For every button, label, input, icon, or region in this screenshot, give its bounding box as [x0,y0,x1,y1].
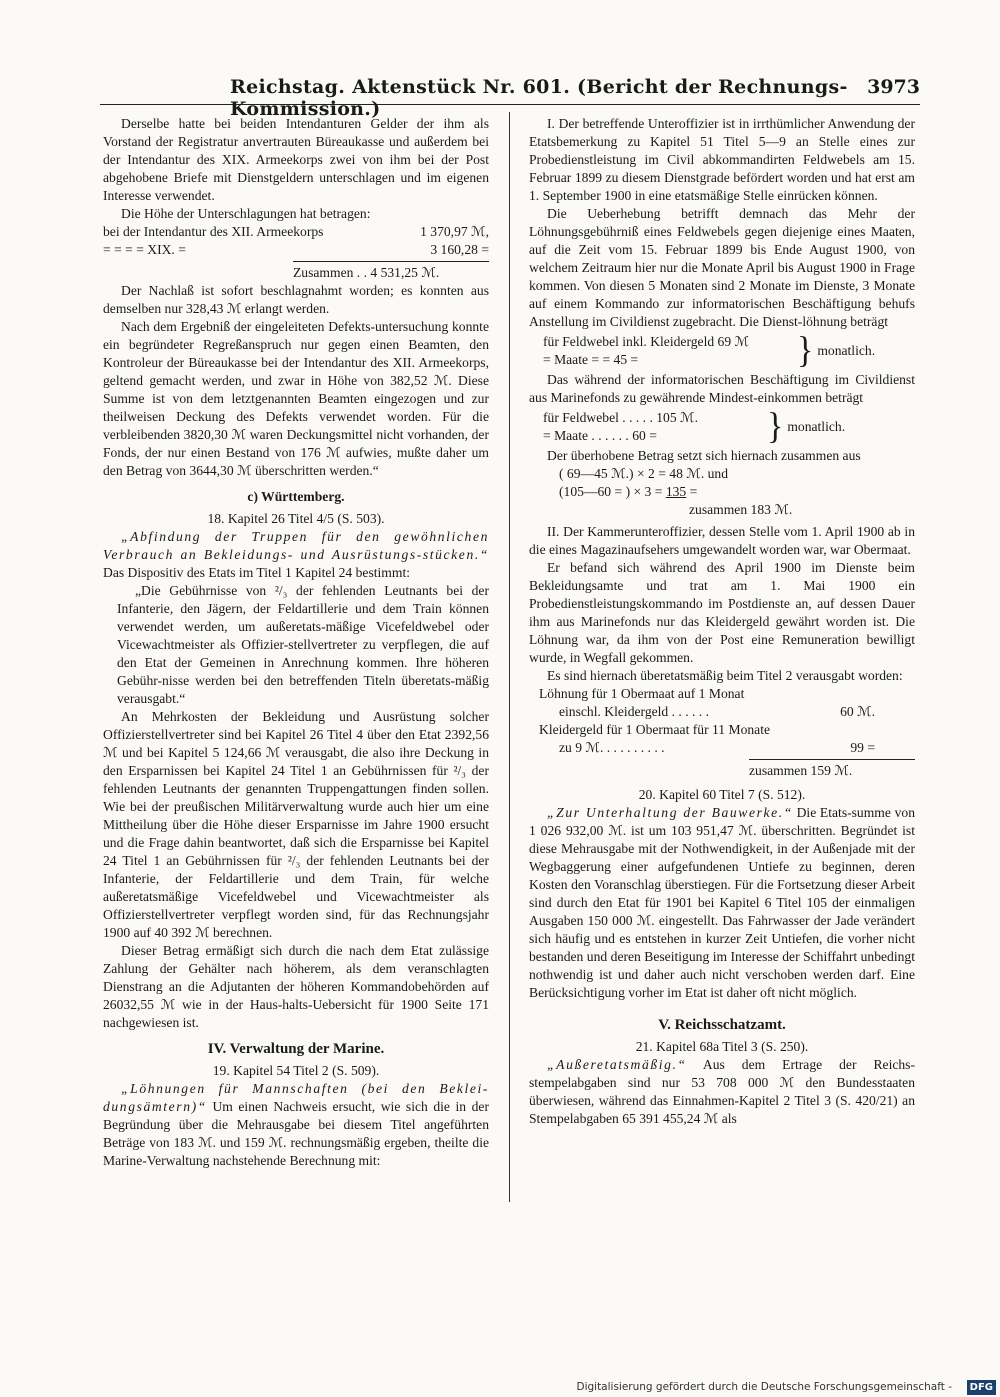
running-title: Reichstag. Aktenstück Nr. 601. (Bericht der Rechnungs-Kommission.) [230,76,848,120]
section-heading-marine: IV. Verwaltung der Marine. [207,1041,385,1057]
paragraph: Das während der informatorischen Beschäftigung im Civildienst aus Marinefonds zu gewährende Mindest-einkommen beträgt [529,372,915,405]
item-heading-18: 18. Kapitel 26 Titel 4/5 (S. 503). [207,511,385,526]
paragraph: „Zur Unterhaltung der Bauwerke.“ Die Etats-summe von 1 026 932,00 ℳ. ist um 103 951,47 ℳ. überschritten. Begründet ist diese Mehrausgabe mit der Nothwendigkeit, in der Außenjade mit der Wegbaggerung einer aufgefundenen Untiefe zu beginnen, deren Kosten den Voranschlag überstiegen. Für die Fortsetzung dieser Arbeit sind durch den Etat für 1901 bei Kapitel 6 Titel 105 der einmaligen Ausgaben 150 000 ℳ. eingestellt. Das Fahrwasser der Jade verändert sich häufig und es entstehen in kurzer Zeit Untiefen, die vorher nicht bestanden und deren Beseitigung im Interesse der Schiffahrt unbedingt nothwendig ist und daher auch nicht verschoben werden darf. Eine Berücksichtigung vorher im Etat ist daher oft nicht möglich. [529,805,915,1000]
wage-row: zu 9 ℳ. . . . . . . . . . 99 = [559,740,875,755]
right-column [529,115,915,1128]
footer-text: Digitalisierung gefördert durch die Deutsche Forschungsgemeinschaft - [576,1381,952,1393]
paragraph: Derselbe hatte bei beiden Intendanturen Gelder der ihm als Vorstand der Registratur anvertrauten Büreaukasse und außerdem bei der Intendantur des XIX. Armeekorps zwei von ihm bei der Post abgehobene Briefe mit Dienstgeldern unterschlagen und im eigenen Interesse verwendet. [103,116,489,203]
pay-table-1: für Feldwebel inkl. Kleidergeld 69 ℳ = Maate = = 45 = } monatlich. [543,330,876,371]
wage-row: Kleidergeld für 1 Obermaat für 11 Monate [539,722,771,737]
left-column [103,115,489,1170]
wage-row: Löhnung für 1 Obermaat auf 1 Monat [539,686,745,701]
quoted-paragraph: „Die Gebührnisse von ²/₃ der fehlenden Leutnants bei der Infanterie, den Jägern, der Feldartillerie und dem Train können verwendet werden, um außeretats-mäßige Vicefeldwebel oder Vicewachtmeister als Offizier-stellvertreter zu verpflegen, die auf den Etat der Gemeinen in Anrechnung kommen. Ihre höheren Gebühr-nisse werden bei den betreffenden Titeln überetats-mäßig verausgabt.“ [117,583,489,706]
paragraph: Die Höhe der Unterschlagungen hat betragen: [121,206,371,221]
pay-table-2: für Feldwebel . . . . . 105 ℳ. = Maate . . . . . . 60 = } monatlich. [543,406,846,447]
item-heading-19: 19. Kapitel 54 Titel 2 (S. 509). [212,1063,380,1078]
paragraph: Der Nachlaß ist sofort beschlagnahmt worden; es konnten aus demselben nur 328,43 ℳ erlangt werden. [103,283,489,316]
paragraph: I. Der betreffende Unteroffizier ist in irrthümlicher Anwendung der Etatsbemerkung zu Kapitel 51 Titel 5—9 an Stelle eines zur Probedienstleistung im Civil abkommandirten Feldwebels am 15. Februar 1899 zu diesem Dienstgrade befördert worden und hat erst am 1. September 1900 in eine etatsmäßige Stelle einrücken können. [529,116,915,203]
item-heading-21: 21. Kapitel 68a Titel 3 (S. 250). [635,1039,809,1054]
paragraph: Nach dem Ergebniß der eingeleiteten Defekts-untersuchung konnte ein begründeter Regreßanspruch nur gegen einen Beamten, den Kontroleur der Büreaukasse bei der Intendantur des XII. Armeekorps, geltend gemacht werden, und zwar in Höhe von 382,52 ℳ. Diese Summe ist von dem letztgenannten Beamten eingezogen und zur theilweisen Deckung des Defekts verwendet worden. Für die verbleibenden 3820,30 ℳ waren Deckungsmittel nicht vorhanden, der Fonds, der nur einen Bestand von 176 ℳ aufwies, mußte daher um den Betrag von 3644,30 ℳ überschritten werden.“ [103,319,489,478]
brace-icon: } [767,406,784,447]
paragraph: Er befand sich während des April 1900 im Dienste beim Bekleidungsamte und trat am 1. Mai 1900 ein Probedienstleistungskommando im Postdienste an, auf dessen Dauer ihm aus Marinefonds nur das Kleidergeld gewährt worden ist. Die Löhnung war, da ihm von der Post eine Remuneration bewilligt wurde, in Wegfall gekommen. [529,560,915,665]
wage-row: einschl. Kleidergeld . . . . . . 60 ℳ. [559,704,875,719]
calc-line: ( 69—45 ℳ.) × 2 = 48 ℳ. und [559,466,729,481]
section-heading-wuerttemberg: c) Württemberg. [247,489,345,504]
paragraph: Dieser Betrag ermäßigt sich durch die nach dem Etat zulässige Zahlung der Gehälter nach höherem, als dem veranschlagten Dienstrang an die Adjutanten der höheren Kommandobehörden auf 26032,55 ℳ wie in der Haus-halts-Uebersicht für 1900 Seite 171 nachgewiesen ist. [103,943,489,1030]
dfg-logo: DFG [967,1380,996,1395]
calc-total: zusammen 183 ℳ. [689,502,793,517]
digitization-footer [576,1380,1000,1397]
paragraph: Es sind hiernach überetatsmäßig beim Titel 2 verausgabt worden: [547,668,903,683]
paragraph: Der überhobene Betrag setzt sich hiernach zusammen aus [547,448,861,463]
paragraph: „Löhnungen für Mannschaften (bei den Beklei-dungsämtern)“ Um einen Nachweis ersucht, wie sich die in der Begründung über die Mehrausgabe bei diesem Titel angeführten Beträge von 183 ℳ. und 159 ℳ. rechnungsmäßig ergeben, theilte die Marine-Verwaltung nachstehende Berechnung mit: [103,1081,489,1168]
page-header [100,74,920,120]
paragraph: „Abfindung der Truppen für den gewöhnlichen Verbrauch an Bekleidungs- und Ausrüstungs-stücken.“ Das Dispositiv des Etats im Titel 1 Kapitel 24 bestimmt: [103,529,489,580]
page-number: 3973 [867,76,920,98]
paragraph: II. Der Kammerunteroffizier, dessen Stelle vom 1. April 1900 ab in die eines Magazinaufsehers umgewandelt worden war, war Obermaat. [529,524,915,557]
paragraph: „Außeretatsmäßig.“ Aus dem Ertrage der Reichs-stempelabgaben sind nur 53 708 000 ℳ den Bundesstaaten überwiesen, während das Einnahmen-Kapitel 2 Titel 3 (S. 420/21) an Stempelabgaben 65 391 455,24 ℳ als [529,1057,915,1126]
section-heading-schatzamt: V. Reichsschatzamt. [658,1017,786,1033]
embezzlement-total: Zusammen . . 4 531,25 ℳ. [293,261,489,282]
embezzlement-row: bei der Intendantur des XII. Armeekorps 1 370,97 ℳ, [103,224,489,239]
wage-total: zusammen 159 ℳ. [749,759,915,780]
paragraph: An Mehrkosten der Bekleidung und Ausrüstung solcher Offizierstellvertreter sind bei Kapitel 26 Titel 4 über den Etat 2392,56 ℳ und bei Kapitel 5 124,66 ℳ verausgabt, die also ihre Deckung in den Ersparnissen bei Kapitel 24 Titel 1 an Gebührnissen für ²/₃ der fehlenden Leutnants der genannten Truppengattungen finden sollen. Wie bei der preußischen Militärverwaltung wurde auch hier um eine Mittheilung über die Höhe dieser Ersparnisse im Jahre 1900 ersucht und die Frage dahin beantwortet, daß sich die Ersparnisse bei Kapitel 24 Titel 1 an Gebührnissen für ²/₃ der fehlenden Leutnants bei der Infanterie, der Feldartillerie und dem Train, für welche außeretatsmäßige Vicefeldwebel und Vicewachtmeister als Offizierstellvertreter verpflegt worden sind, für das Rechnungsjahr 1900 auf 40 392 ℳ berechnen. [103,709,489,940]
embezzlement-row: = = = = XIX. = 3 160,28 = [103,242,489,257]
brace-icon: } [797,330,814,371]
column-divider [509,112,510,1202]
calc-line: (105—60 = ) × 3 = 135 = [559,484,698,499]
paragraph: Die Ueberhebung betrifft demnach das Mehr der Löhnungsgebührniß eines Feldwebels gegen diejenige eines Maaten, auf die Zeit vom 15. Februar 1899 bis Ende August 1900, von welchem Zeitraum hier nur die Monate April bis August 1900 in Frage kommen. Von diesen 5 Monaten sind 2 Monate im Dienste, 3 Monate auf einem Kommando zur informatorischen Beschäftigung behufs Anstellung im Civildienst zugebracht. Die Dienst-löhnung beträgt [529,206,915,329]
item-heading-20: 20. Kapitel 60 Titel 7 (S. 512). [638,787,806,802]
